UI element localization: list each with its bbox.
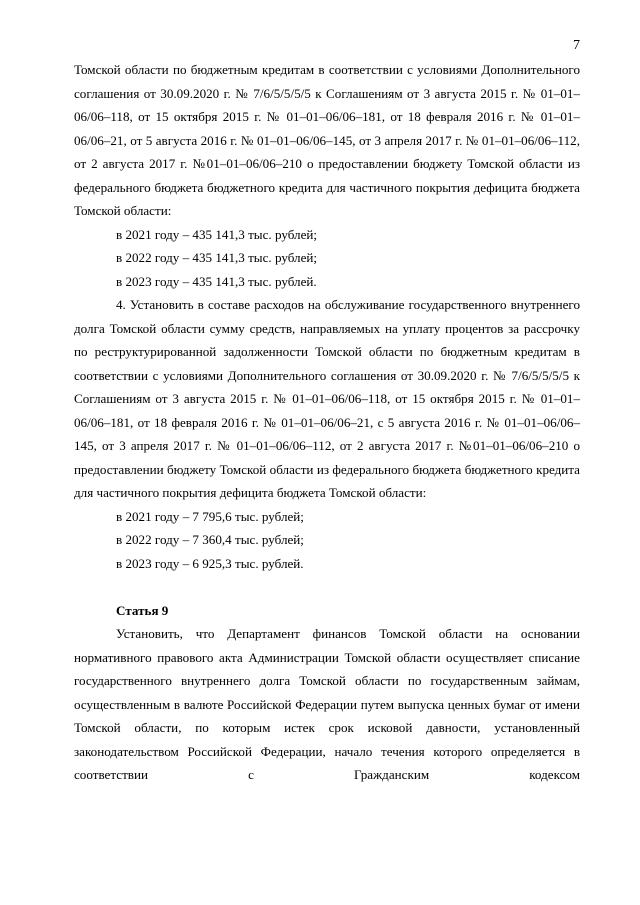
page-number: 7 [573, 38, 580, 53]
paragraph-item-4: 4. Установить в составе расходов на обслуживание государственного внутреннего долга Томской области сумму средств, направляемых на уплату процентов за рассрочку по реструктурированной задолженности Томской области по бюджетным кредитам в соответствии с условиями Дополнительного соглашения от 30.09.2020 г. № 7/6/5/5/5/5 к Соглашениям от 3 августа 2015 г. № 01–01–06/06–118, от 15 октября 2015 г. № 01–01–06/06–181, от 18 февраля 2016 г. № 01–01–06/06–21, с 5 августа 2016 г. № 01–01–06/06–145, от 3 апреля 2017 г. № 01–01–06/06–112, от 2 августа 2017 г. №01–01–06/06–210 о предоставлении бюджету Томской области из федерального бюджета бюджетного кредита для частичного покрытия дефицита бюджета Томской области: [74, 297, 580, 500]
list-item: в 2023 году – 6 925,3 тыс. рублей. [116, 555, 304, 571]
list-item: в 2023 году – 435 141,3 тыс. рублей. [116, 273, 317, 289]
document-body [74, 58, 580, 787]
list-item: в 2022 году – 7 360,4 тыс. рублей; [116, 532, 304, 547]
list-item: в 2022 году – 435 141,3 тыс. рублей; [116, 250, 318, 265]
article-9-paragraph: Установить, что Департамент финансов Томской области на основании нормативного правового акта Администрации Томской области осуществляет списание государственного внутреннего долга Томской области по государственным займам, осуществленным в валюте Российской Федерации путем выпуска ценных бумаг от имени Томской области, по которым истек срок исковой давности, установленный законодательством Российской Федерации, начало течения которого определяется в соответствии с Гражданским кодексом [74, 626, 580, 782]
paragraph-continuation: Томской области по бюджетным кредитам в соответствии с условиями Дополнительного соглашения от 30.09.2020 г. № 7/6/5/5/5/5 к Соглашениям от 3 августа 2015 г. № 01–01–06/06–118, от 15 октября 2015 г. № 01–01–06/06–181, от 18 февраля 2016 г. № 01–01–06/06–21, от 5 августа 2016 г. № 01–01–06/06–145, от 3 апреля 2017 г. № 01–01–06/06–112, от 2 августа 2017 г. №01–01–06/06–210 о предоставлении бюджету Томской области из федерального бюджета бюджетного кредита для частичного покрытия дефицита бюджета Томской области: [74, 62, 580, 218]
article-heading: Статья 9 [116, 602, 169, 618]
list-item: в 2021 году – 7 795,6 тыс. рублей; [116, 508, 304, 524]
list-item: в 2021 году – 435 141,3 тыс. рублей; [116, 226, 318, 242]
